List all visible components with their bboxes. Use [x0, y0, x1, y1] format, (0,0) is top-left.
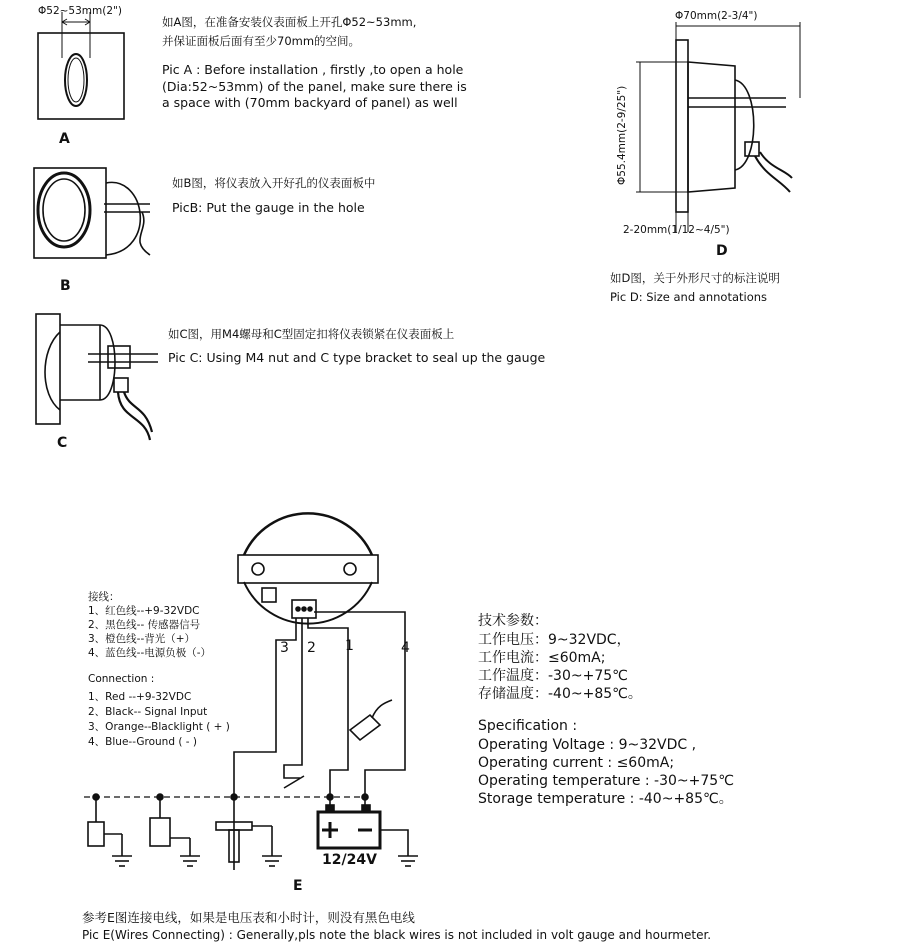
pic-e-letter: E [293, 878, 303, 894]
spec-en-2: Operating current : ≤60mA; [478, 755, 675, 771]
battery-voltage-label: 12/24V [322, 852, 377, 868]
footer-note-cn: 参考E图连接电线，如果是电压表和小时计，则没有黑色电线 [82, 910, 415, 925]
pic-a-caption-cn: 如A图，在准备安装仪表面板上开孔Φ52~53mm, [162, 15, 417, 29]
spec-cn-1: 工作电压：9~32VDC， [478, 632, 631, 648]
connection-en-2: 2、Black-- Signal Input [88, 706, 208, 718]
wire-number-4: 4 [401, 640, 410, 656]
connection-cn-1: 1、红色线--+9-32VDC [88, 605, 200, 617]
pic-c-caption-cn: 如C图，用M4螺母和C型固定扣将仪表锁紧在仪表面板上 [168, 327, 455, 341]
spec-cn-title: 技术参数： [478, 613, 548, 629]
pic-b-letter: B [60, 278, 71, 294]
pic-a-caption-en-3: a space with (70mm backyard of panel) as well [162, 95, 458, 110]
wire-number-2: 2 [307, 640, 316, 656]
pic-a-hole-dimension: Φ52~53mm(2") [38, 5, 122, 17]
pic-d-dim-left: Φ55.4mm(2-9/25") [616, 85, 628, 185]
spec-cn-2: 工作电流：≤60mA; [478, 650, 606, 666]
pic-a-letter: A [59, 131, 70, 147]
pic-a-caption-en-1: Pic A : Before installation , firstly ,to open a hole [162, 62, 464, 77]
pic-a-drawing [38, 12, 124, 119]
connection-en-1: 1、Red --+9-32VDC [88, 691, 192, 703]
pic-d-drawing [636, 22, 800, 232]
footer-note-en: Pic E(Wires Connecting) : Generally,pls note the black wires is not included in volt gauge and hourmeter. [82, 928, 712, 942]
connection-en-title: Connection : [88, 673, 155, 685]
spec-en-1: Operating Voltage : 9~32VDC , [478, 737, 697, 753]
pic-d-caption-en: Pic D: Size and annotations [610, 290, 768, 304]
pic-d-caption-cn: 如D图，关于外形尺寸的标注说明 [610, 271, 780, 285]
pic-b-caption-cn: 如B图，将仪表放入开好孔的仪表面板中 [172, 176, 376, 190]
connection-cn-4: 4、蓝色线--电源负极（-） [88, 647, 212, 659]
pic-a-caption-cn-2: 并保证面板后面有至少70mm的空间。 [162, 34, 361, 48]
connection-cn-3: 3、橙色线--背光（+） [88, 633, 196, 645]
spec-cn-3: 工作温度：-30~+75℃ [478, 668, 628, 684]
connection-en-3: 3、Orange--Blacklight ( + ) [88, 721, 230, 733]
pic-d-letter: D [716, 243, 728, 259]
pic-c-letter: C [57, 435, 68, 451]
spec-en-title: Specification : [478, 718, 578, 734]
spec-en-3: Operating temperature : -30~+75℃ [478, 773, 734, 789]
pic-c-drawing [36, 314, 158, 440]
spec-cn-4: 存储温度：-40~+85℃。 [478, 686, 642, 702]
pic-b-drawing [34, 168, 150, 258]
pic-d-dim-bottom: 2-20mm(1/12~4/5") [623, 224, 730, 236]
pic-a-caption-en-2: (Dia:52~53mm) of the panel, make sure there is [162, 79, 467, 94]
pic-d-dim-top: Φ70mm(2-3/4") [675, 10, 758, 22]
spec-en-4: Storage temperature : -40~+85℃。 [478, 791, 733, 807]
connection-en-4: 4、Blue--Ground ( - ) [88, 736, 197, 748]
pic-b-caption-en: PicB: Put the gauge in the hole [172, 200, 365, 215]
wire-number-3: 3 [280, 640, 289, 656]
connection-cn-2: 2、黑色线-- 传感器信号 [88, 619, 201, 631]
pic-c-caption-en: Pic C: Using M4 nut and C type bracket to seal up the gauge [168, 350, 546, 365]
connection-cn-title: 接线： [88, 591, 120, 603]
wire-number-1: 1 [345, 638, 354, 654]
